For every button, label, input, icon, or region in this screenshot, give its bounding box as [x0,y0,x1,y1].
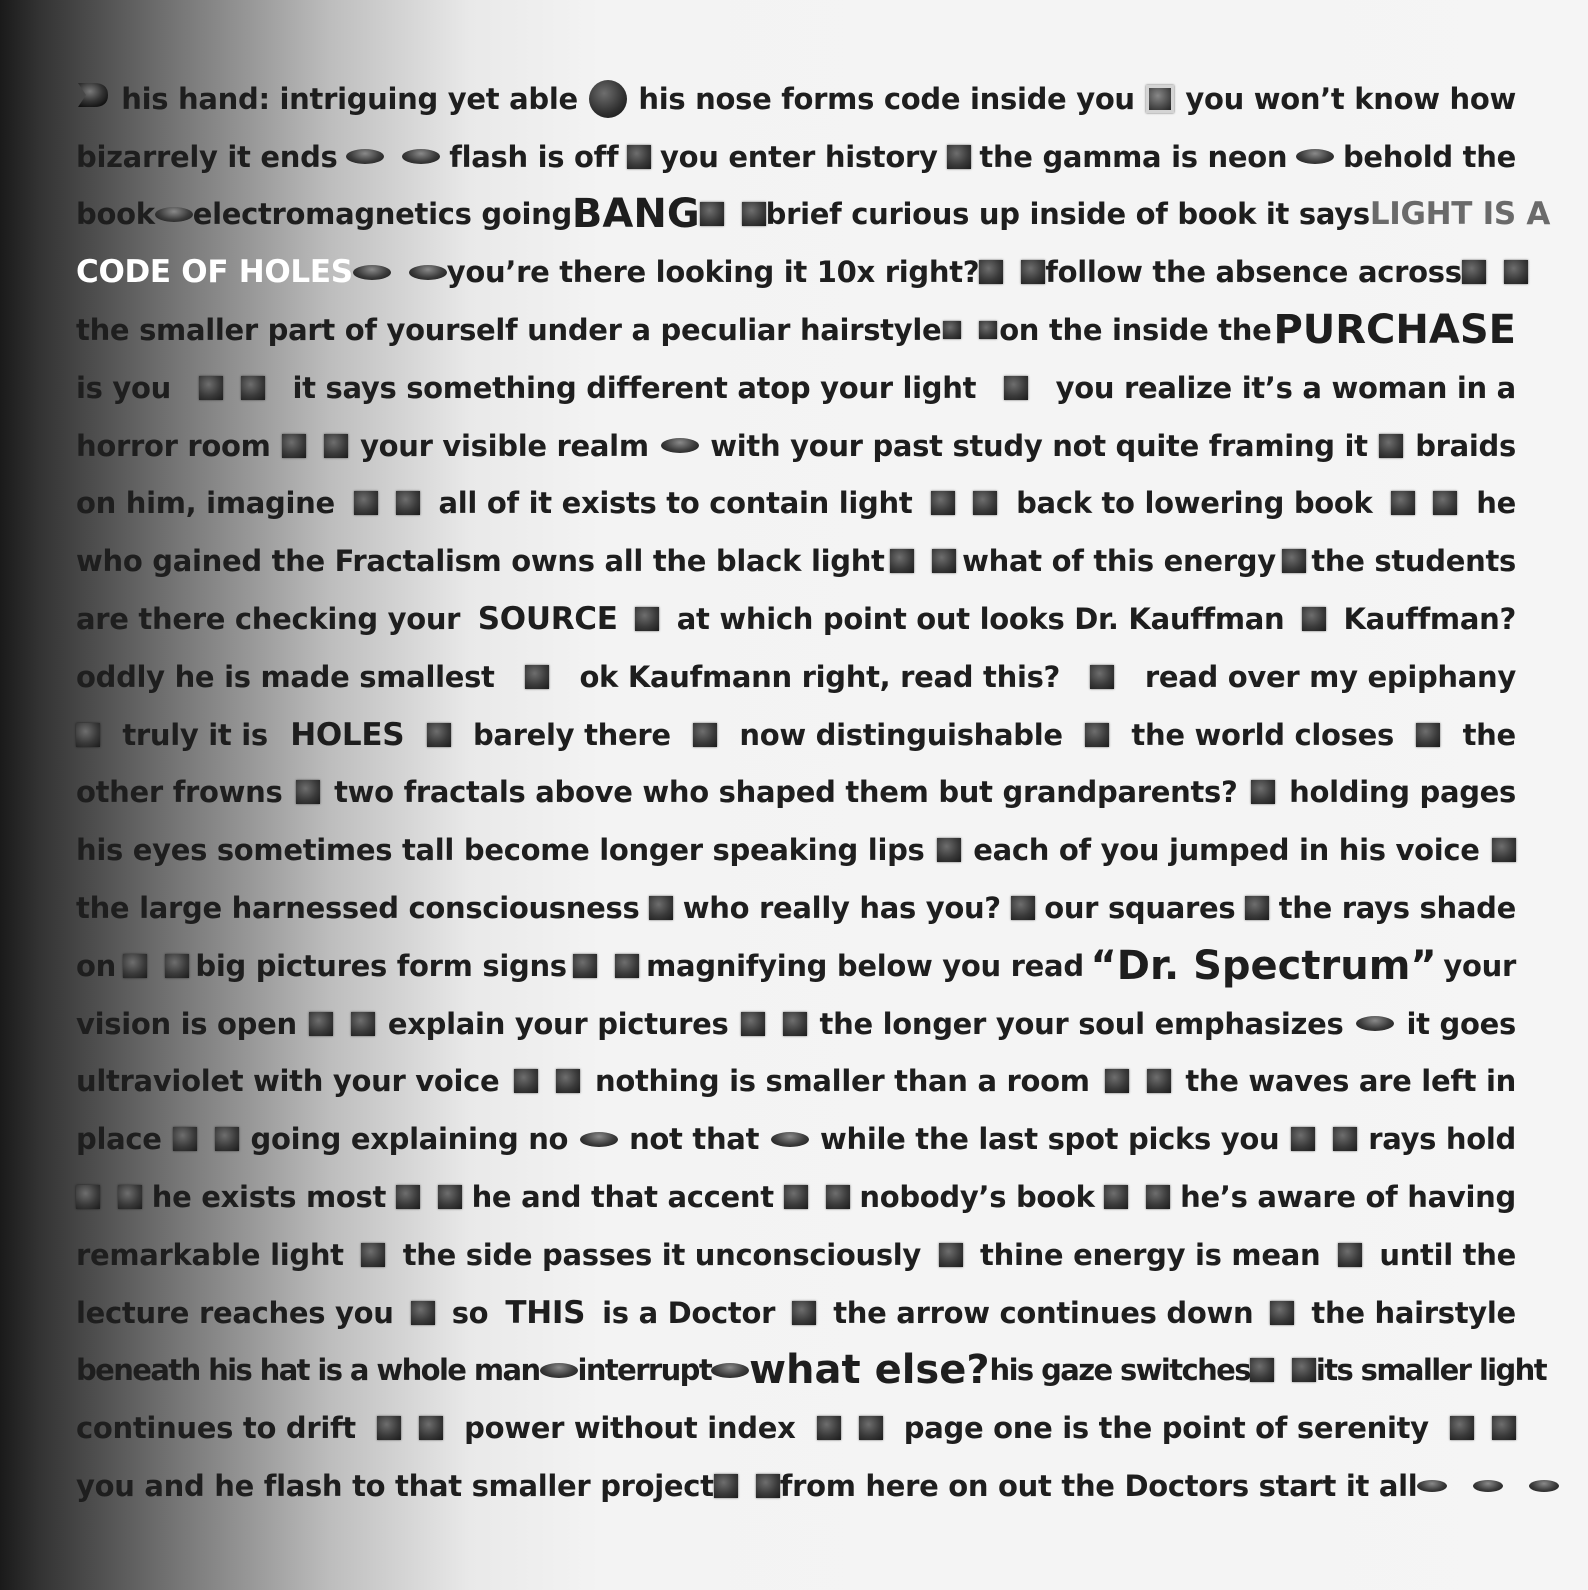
symbol-group [309,1012,375,1036]
square-icon [1021,260,1045,284]
phrase: THIS [505,1294,586,1331]
phrase: braids [1415,428,1516,463]
oval-icon [1296,149,1334,164]
phrase: beneath his hat is a whole man [76,1353,540,1388]
phrase: not that [629,1122,760,1157]
text-line [76,937,1516,995]
oval-icon [402,149,440,164]
symbol-group [1379,434,1403,458]
symbol-group [792,1301,816,1325]
phrase: it says something different atop your light [292,370,977,405]
phrase: he exists most [151,1180,387,1215]
symbol-group [1004,376,1028,400]
oval-icon [1529,1480,1559,1492]
square-icon [1433,491,1457,515]
square-icon [1391,491,1415,515]
phrase: back to lowering book [1016,486,1373,521]
square-icon [1245,896,1269,920]
text-line [76,417,1516,475]
oval-icon [661,438,699,453]
square-icon [427,723,451,747]
square-icon [714,1474,738,1498]
square-icon [939,1243,963,1267]
oval-icon [1417,1480,1447,1492]
text-line [76,186,1551,244]
symbol-group [1104,1185,1170,1209]
symbol-group [1492,838,1516,862]
symbol-group [693,723,717,747]
square-icon [1504,260,1528,284]
oval-icon [155,207,193,222]
symbol-group [1250,1358,1316,1382]
square-icon [419,1416,443,1440]
text-line [76,1457,1516,1515]
phrase: his nose forms code inside you [638,81,1135,116]
phrase: your visible realm [360,428,649,463]
square-icon [741,1012,765,1036]
symbol-group [514,1069,580,1093]
symbol-group [714,1474,780,1498]
square-icon [1250,1358,1274,1382]
square-icon [361,1243,385,1267]
phrase: read over my epiphany [1144,659,1516,694]
text-line [76,648,1516,706]
text-line [76,1284,1516,1342]
square-icon [1270,1301,1294,1325]
square-icon [937,838,961,862]
symbol-group [979,260,1045,284]
square-icon [1492,1416,1516,1440]
square-icon [123,954,147,978]
square-icon [693,723,717,747]
oval-icon [353,265,391,280]
square-icon [1291,1127,1315,1151]
phrase: big pictures form signs [195,948,567,983]
phrase: he’s aware of having [1180,1180,1516,1215]
phrase: his hand: intriguing yet able [121,81,578,116]
symbol-group [784,1185,850,1209]
phrase: the rays shade [1278,891,1516,926]
square-icon [1379,434,1403,458]
phrase: HOLES [290,716,405,753]
symbol-group [540,1363,578,1378]
phrase: nothing is smaller than a room [595,1064,1090,1099]
phrase: remarkable light [76,1237,344,1272]
text-line [76,1342,1546,1400]
phrase: your [1443,948,1516,983]
phrase: is a Doctor [602,1295,776,1330]
phrase: his eyes sometimes tall become longer speaking lips [76,833,925,868]
square-icon [649,896,673,920]
phrase: its smaller light [1315,1353,1546,1388]
square-icon [1416,723,1440,747]
text-line [76,1110,1516,1168]
symbol-group [1146,85,1174,113]
oval-icon [771,1132,809,1147]
symbol-group [580,1132,618,1147]
square-icon [890,549,914,573]
text-line [76,128,1516,186]
phrase: lecture reaches you [76,1295,394,1330]
phrase: on him, imagine [76,486,335,521]
phrase: at which point out looks Dr. Kauffman [676,602,1285,637]
phrase: nobody’s book [859,1180,1095,1215]
phrase: LIGHT IS A [1369,196,1551,233]
phrase: he and that accent [471,1180,774,1215]
phrase: with your past study not quite framing it [710,428,1368,463]
symbol-group [635,607,659,631]
phrase: you’re there looking it 10x right? [446,255,980,290]
symbol-group [411,1301,435,1325]
square-icon [792,1301,816,1325]
phrase: the longer your soul emphasizes [819,1006,1344,1041]
symbol-group [943,321,997,339]
phrase: thine energy is mean [980,1237,1321,1272]
phrase: vision is open [76,1006,297,1041]
text-line [76,706,1516,764]
text-line [76,243,1516,301]
phrase: “Dr. Spectrum” [1090,942,1437,989]
phrase: from here on out the Doctors start it all [779,1469,1418,1504]
phrase: barely there [472,717,671,752]
square-icon [783,1012,807,1036]
symbol-group [396,1185,462,1209]
square-icon [76,723,100,747]
square-icon [979,321,997,339]
symbol-group [346,149,440,164]
phrase: his gaze switches [989,1353,1250,1388]
symbol-group [573,954,639,978]
square-icon [573,954,597,978]
phrase: truly it is [122,717,268,752]
square-icon [826,1185,850,1209]
phrase: what else? [749,1347,990,1394]
heart-icon [76,79,110,118]
phrase: continues to drift [76,1411,356,1446]
symbol-group [939,1243,963,1267]
text-line [76,1399,1516,1457]
square-icon [756,1474,780,1498]
square-icon [784,1185,808,1209]
phrase: brief curious up inside of book it says [765,197,1370,232]
square-icon [932,549,956,573]
square-icon [76,1185,100,1209]
phrase: the hairstyle [1311,1295,1516,1330]
square-icon [947,145,971,169]
phrase: other frowns [76,775,283,810]
square-icon [1146,85,1174,113]
square-icon [556,1069,580,1093]
square-icon [396,491,420,515]
symbol-group [525,665,549,689]
phrase: on [76,948,116,983]
text-line [76,1226,1516,1284]
square-icon [1333,1127,1357,1151]
phrase: horror room [76,428,271,463]
phrase: until the [1379,1237,1516,1272]
square-icon [1011,896,1035,920]
symbol-group [589,80,627,118]
phrase: while the last spot picks you [820,1122,1280,1157]
symbol-group [76,723,100,747]
symbol-group [931,491,997,515]
phrase: page one is the point of serenity [903,1411,1429,1446]
symbol-group [353,265,447,280]
symbol-group [354,491,420,515]
phrase: ultraviolet with your voice [76,1064,500,1099]
phrase: PURCHASE [1273,307,1516,354]
square-icon [817,1416,841,1440]
symbol-group [1416,723,1440,747]
oval-icon [346,149,384,164]
square-icon [1302,607,1326,631]
phrase: place [76,1122,162,1157]
symbol-group [296,780,320,804]
symbol-group [199,376,265,400]
phrase: power without index [464,1411,796,1446]
square-icon [615,954,639,978]
square-icon [1338,1243,1362,1267]
square-icon [215,1127,239,1151]
phrase: holding pages [1289,775,1516,810]
phrase: on the inside the [999,313,1272,348]
phrase: the arrow continues down [833,1295,1254,1330]
oval-icon [580,1132,618,1147]
symbol-group [1302,607,1326,631]
phrase: book [76,197,155,232]
square-icon [351,1012,375,1036]
symbol-group [1291,1127,1357,1151]
square-icon [1085,723,1109,747]
square-icon [1090,665,1114,689]
square-icon [1450,1416,1474,1440]
symbol-group [817,1416,883,1440]
square-icon [1292,1358,1316,1382]
text-line [76,764,1516,822]
text-line [76,301,1516,359]
square-icon [173,1127,197,1151]
symbol-group [1282,549,1306,573]
square-icon [627,145,651,169]
text-line [76,532,1516,590]
phrase: BANG [571,191,700,238]
symbol-group [1251,780,1275,804]
square-icon [282,434,306,458]
square-icon [377,1416,401,1440]
symbol-group [947,145,971,169]
symbol-group [361,1243,385,1267]
symbol-group [1417,1480,1559,1492]
square-icon [411,1301,435,1325]
symbol-group [711,1363,749,1378]
phrase: who gained the Fractalism owns all the black light [76,544,885,579]
phrase: you and he flash to that smaller project [76,1469,714,1504]
phrase: what of this energy [962,544,1276,579]
circle-icon [589,80,627,118]
text-line [76,995,1516,1053]
phrase: two fractals above who shaped them but grandparents? [334,775,1238,810]
square-icon [438,1185,462,1209]
phrase: oddly he is made smallest [76,659,495,694]
phrase: the large harnessed consciousness [76,891,640,926]
square-icon [1146,1185,1170,1209]
phrase: he [1476,486,1516,521]
symbol-group [937,838,961,862]
text-line [76,70,1516,128]
symbol-group [890,549,956,573]
square-icon [309,1012,333,1036]
phrase: you realize it’s a woman in a [1055,370,1516,405]
symbol-group [155,207,193,222]
phrase: each of you jumped in his voice [973,833,1480,868]
phrase: now distinguishable [739,717,1063,752]
phrase: bizarrely it ends [76,139,338,174]
square-icon [1492,838,1516,862]
square-icon [514,1069,538,1093]
square-icon [1282,549,1306,573]
symbol-group [1270,1301,1294,1325]
symbol-group [1356,1016,1394,1031]
square-icon [118,1185,142,1209]
text-line [76,475,1516,533]
text-line [76,1053,1516,1111]
square-icon [979,260,1003,284]
square-icon [354,491,378,515]
phrase: so [451,1295,489,1330]
phrase: explain your pictures [387,1006,729,1041]
text-line [76,359,1516,417]
square-icon [525,665,549,689]
phrase: magnifying below you read [646,948,1084,983]
phrase: you won’t know how [1185,81,1516,116]
phrase: the side passes it unconsciously [402,1237,922,1272]
symbol-group [1450,1416,1516,1440]
symbol-group [771,1132,809,1147]
square-icon [1105,1069,1129,1093]
text-line [76,821,1516,879]
phrase: the [1462,717,1516,752]
square-icon [973,491,997,515]
phrase: ok Kaufmann right, read this? [579,659,1061,694]
phrase: the smaller part of yourself under a peculiar hairstyle [76,313,942,348]
symbol-group [76,1185,142,1209]
phrase: the students [1311,544,1516,579]
square-icon [296,780,320,804]
symbol-group [741,1012,807,1036]
symbol-group [1085,723,1109,747]
square-icon [1104,1185,1128,1209]
symbol-group [282,434,348,458]
symbol-group [173,1127,239,1151]
phrase: the gamma is neon [979,139,1288,174]
phrase: are there checking your [76,602,461,637]
phrase: the world closes [1131,717,1394,752]
square-icon [1147,1069,1171,1093]
phrase: is you [76,370,171,405]
symbol-group [377,1416,443,1440]
square-icon [165,954,189,978]
square-icon [859,1416,883,1440]
phrase: rays hold [1368,1122,1516,1157]
symbol-group [661,438,699,453]
symbol-group [1296,149,1334,164]
symbol-group [1090,665,1114,689]
symbol-group [1105,1069,1171,1093]
symbol-group [123,954,189,978]
symbol-group [1011,896,1035,920]
symbol-group [427,723,451,747]
symbol-group [76,79,110,118]
phrase: going explaining no [250,1122,569,1157]
symbol-group [1462,260,1528,284]
symbol-group [1338,1243,1362,1267]
square-icon [324,434,348,458]
oval-icon [409,265,447,280]
symbol-group [627,145,651,169]
phrase: you enter history [660,139,938,174]
phrase: our squares [1044,891,1236,926]
square-icon [396,1185,420,1209]
square-icon [700,202,724,226]
phrase: Kauffman? [1343,602,1516,637]
square-icon [1004,376,1028,400]
text-line [76,1168,1516,1226]
symbol-group [1245,896,1269,920]
square-icon [241,376,265,400]
square-icon [199,376,223,400]
text-line [76,590,1516,648]
phrase: the waves are left in [1185,1064,1516,1099]
square-icon [742,202,766,226]
phrase: interrupt [577,1353,712,1388]
oval-icon [1356,1016,1394,1031]
phrase: electromagnetics going [192,197,572,232]
square-icon [1251,780,1275,804]
poem-page [76,70,1551,1515]
symbol-group [1391,491,1457,515]
oval-icon [711,1363,749,1378]
phrase: follow the absence across [1045,255,1462,290]
phrase: behold the [1342,139,1516,174]
phrase: SOURCE [477,601,618,638]
square-icon [635,607,659,631]
phrase: who really has you? [682,891,1001,926]
square-icon [943,321,961,339]
phrase: CODE OF HOLES [76,254,353,291]
phrase: all of it exists to contain light [438,486,913,521]
phrase: flash is off [449,139,619,174]
oval-icon [540,1363,578,1378]
symbol-group [649,896,673,920]
square-icon [1462,260,1486,284]
square-icon [931,491,955,515]
text-line [76,879,1516,937]
oval-icon [1473,1480,1503,1492]
phrase: it goes [1406,1006,1516,1041]
symbol-group [700,202,766,226]
